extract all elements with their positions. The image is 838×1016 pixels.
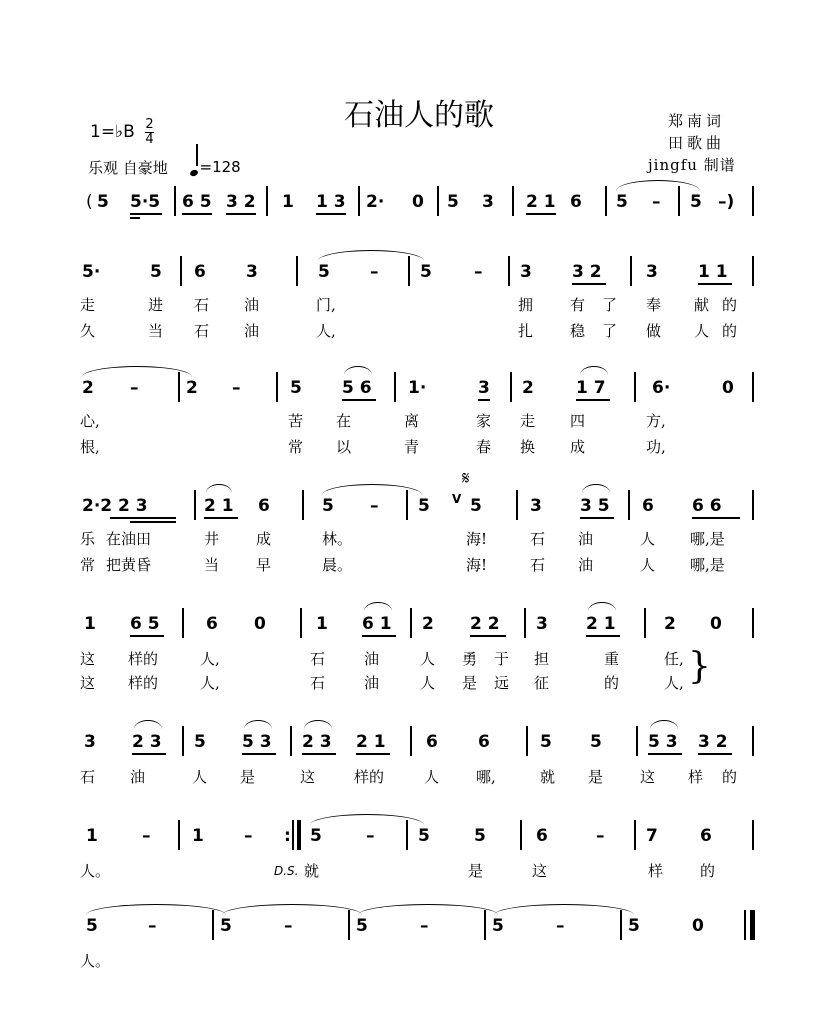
quarter-note-icon [189, 169, 199, 177]
time-signature-bottom: 4 [145, 132, 154, 147]
score-page: 石油人的歌 郑南词 田歌曲 jingfu 制谱 1=♭B 2 4 乐观 自豪地 =128 ( 5 5·5 6 5 3 2 1 1 3 2· 0 5 3 2 1 6 5 – 5 –) 5· 5 6 3 5 – 5 – 3 3 2 3 1 1 走 进 石 油 门, 拥 有 了 奉 献 的 久 当 石 油 人, 扎 稳 了 做 人 的 2 – 2 – 5 5 6 1· 3 2 1 7 6· 0 心, 苦 在 离 家 走 四 方, 根, 常 以 青 春 换 成 功, 𝄋 2·2 2 3 2 1 6 5 – 5 V 5 3 3 5 6 6 6 乐 在油田 井 成 林。 海! 石 油 人 哪,是 常 把黄昏 当 早 晨。 海! 石 油 人 哪,是 1 6 5 6 0 1 6 1 2 2 2 3 2 1 2 0 这 样的 人, 石 油 人 勇 于 担 重 任, 这 样的 人, 石 油 人 是 远 征 的 人, } 3 2 3 5 5 3 2 3 2 1 6 6 5 5 5 3 3 2 石 油 人 是 这 样的 人 哪, 就 是 这 样 的 1 – 1 – : 5 – 5 5 6 – 7 6 人。 D.S. 就 是 这 样 的 5 – 5 – 5 – 5 – 5 0 人。 [0, 0, 838, 1016]
segno-icon: 𝄋 [462, 468, 470, 489]
lyricist-credit: 郑南词 [668, 112, 726, 130]
composer-credit: 田歌曲 [668, 134, 726, 152]
tempo-value: =128 [199, 158, 241, 176]
mood-marking: 乐观 自豪地 [88, 159, 168, 177]
time-signature [145, 118, 154, 147]
verse-brace: } [688, 646, 711, 687]
ds-marking: D.S. [274, 864, 299, 878]
breath-mark: V [452, 492, 462, 506]
song-title: 石油人的歌 [344, 98, 494, 133]
tempo-marking [190, 150, 241, 176]
time-signature-top: 2 [145, 117, 154, 132]
arranger-credit: jingfu 制谱 [648, 156, 736, 174]
key-signature: 1=♭B [90, 122, 135, 142]
